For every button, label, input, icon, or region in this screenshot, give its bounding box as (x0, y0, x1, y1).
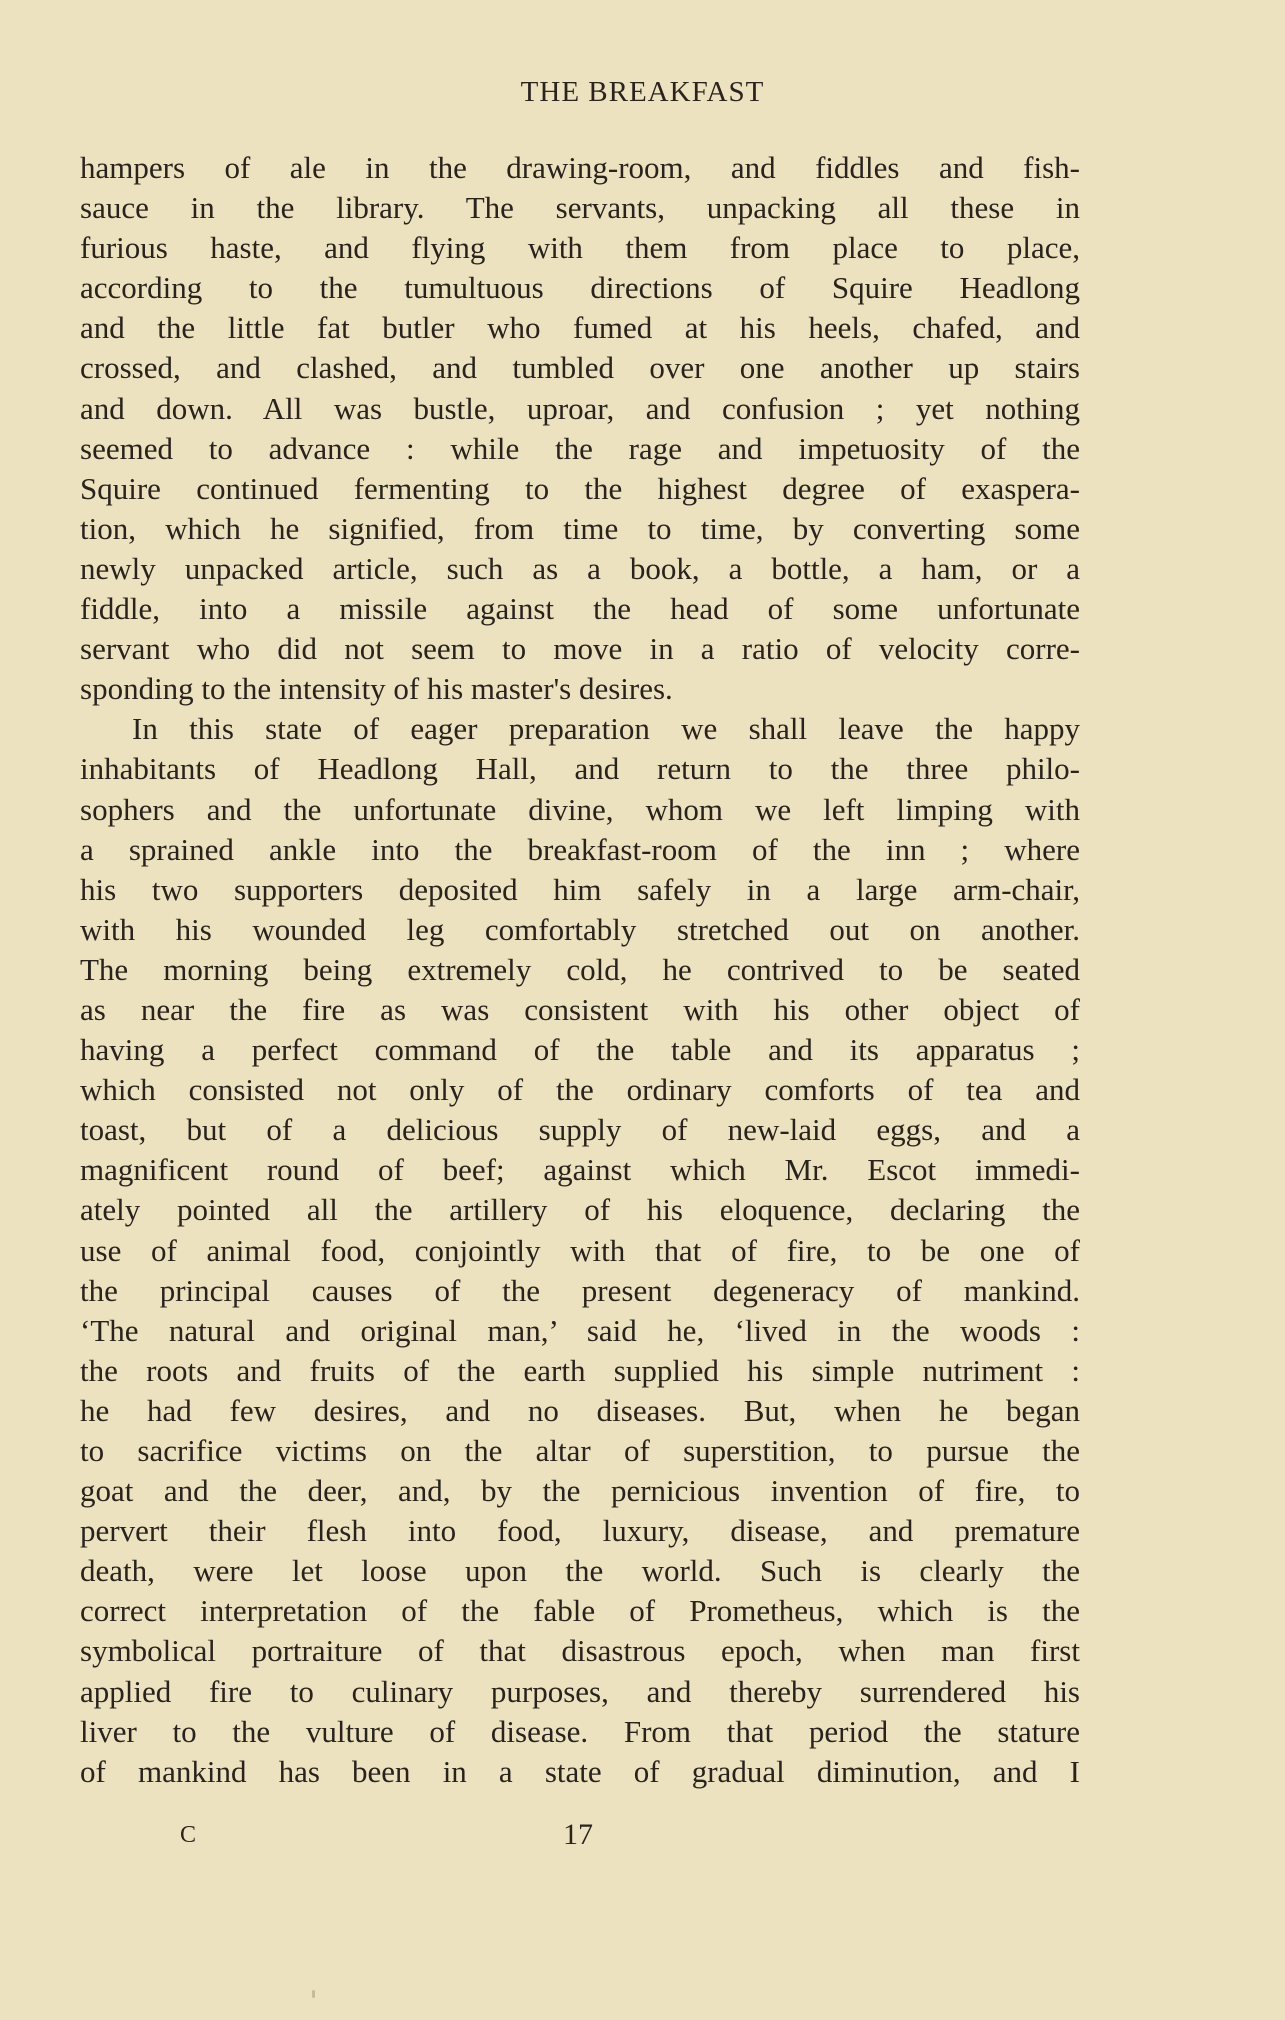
text-line: use of animal food, conjointly with that of fire, to be one of (80, 1232, 1080, 1268)
paragraph-end-line: sponding to the intensity of his master's desires. (80, 671, 673, 707)
text-line: death, were let loose upon the world. Such is clearly the (80, 1553, 1080, 1589)
text-line: goat and the deer, and, by the pernicious invention of fire, to (80, 1473, 1080, 1509)
text-line: his two supporters deposited him safely in a large arm-chair, (80, 871, 1080, 907)
text-line: The morning being extremely cold, he contrived to be seated (80, 951, 1080, 987)
text-line: inhabitants of Headlong Hall, and return to the three philo- (80, 751, 1080, 787)
signature-mark: C (180, 1822, 197, 1848)
text-line: and down. All was bustle, uproar, and confusion ; yet nothing (80, 390, 1080, 426)
running-head: THE BREAKFAST (520, 76, 765, 108)
text-line: pervert their flesh into food, luxury, disease, and premature (80, 1513, 1080, 1549)
text-line: the roots and fruits of the earth supplied his simple nutriment : (80, 1352, 1080, 1388)
text-line: as near the fire as was consistent with his other object of (80, 991, 1080, 1027)
text-line: applied fire to culinary purposes, and thereby surrendered his (80, 1673, 1080, 1709)
text-line: tion, which he signified, from time to time, by converting some (80, 510, 1080, 546)
page-number: 17 (563, 1818, 593, 1851)
text-line: symbolical portraiture of that disastrous epoch, when man first (80, 1633, 1080, 1669)
text-line: the principal causes of the present degeneracy of mankind. (80, 1272, 1080, 1308)
text-line: to sacrifice victims on the altar of superstition, to pursue the (80, 1433, 1080, 1468)
text-line: having a perfect command of the table and its apparatus ; (80, 1032, 1080, 1068)
text-line: servant who did not seem to move in a ratio of velocity corre- (80, 631, 1080, 667)
text-line: sophers and the unfortunate divine, whom we left limping with (80, 791, 1080, 827)
text-line: correct interpretation of the fable of Prometheus, which is the (80, 1593, 1080, 1629)
text-line: toast, but of a delicious supply of new-laid eggs, and a (80, 1112, 1080, 1148)
text-line: he had few desires, and no diseases. But, when he began (80, 1392, 1080, 1428)
text-line: ately pointed all the artillery of his eloquence, declaring the (80, 1192, 1080, 1228)
text-line: a sprained ankle into the breakfast-room of the inn ; where (80, 831, 1080, 867)
text-line: seemed to advance : while the rage and impetuosity of the (80, 430, 1080, 466)
body-text (80, 148, 1080, 1792)
text-line: newly unpacked article, such as a book, a bottle, a ham, or a (80, 550, 1080, 586)
text-line: according to the tumultuous directions of Squire Headlong (80, 270, 1080, 306)
paragraph-start-line: In this state of eager preparation we shall leave the happy (132, 711, 1080, 747)
text-line: with his wounded leg comfortably stretched out on another. (80, 911, 1080, 947)
text-line: hampers of ale in the drawing-room, and fiddles and fish- (80, 150, 1080, 185)
text-line: Squire continued fermenting to the highest degree of exaspera- (80, 470, 1080, 506)
text-line: fiddle, into a missile against the head of some unfortunate (80, 591, 1080, 627)
text-line: ‘The natural and original man,’ said he, ‘lived in the woods : (80, 1312, 1080, 1348)
text-line: liver to the vulture of disease. From that period the stature (80, 1713, 1080, 1749)
text-line: sauce in the library. The servants, unpacking all these in (80, 190, 1080, 226)
text-line: crossed, and clashed, and tumbled over one another up stairs (80, 350, 1080, 386)
text-line: of mankind has been in a state of gradual diminution, and I (80, 1753, 1080, 1789)
text-line: which consisted not only of the ordinary comforts of tea and (80, 1072, 1080, 1108)
text-line: magnificent round of beef; against which Mr. Escot immedi- (80, 1152, 1080, 1188)
text-line: furious haste, and flying with them from place to place, (80, 230, 1080, 266)
paper-speck (312, 1990, 315, 1998)
text-line: and the little fat butler who fumed at his heels, chafed, and (80, 310, 1080, 346)
